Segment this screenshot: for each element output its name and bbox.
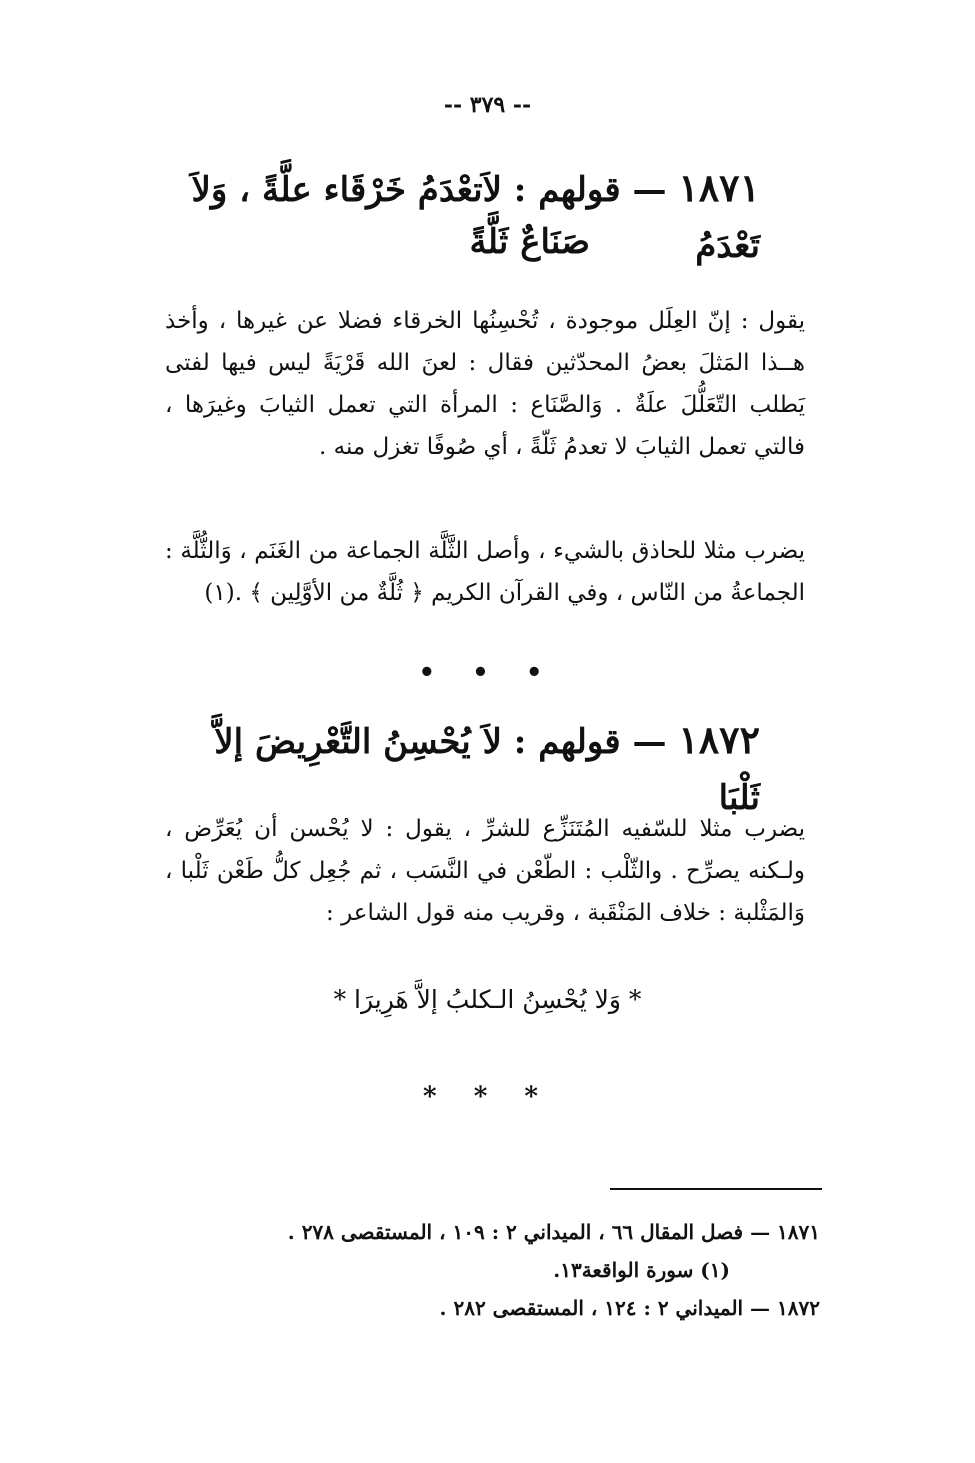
entry-number: ١٨٧٢ [678,717,760,762]
section-separator-stars: * * * [423,1082,552,1112]
footnote-1: (١) سورة الواقعة١٣. [553,1258,730,1282]
footnote-1872: ١٨٧٢ — الميداني ٢ : ١٢٤ ، المستقصى ٢٨٢ . [439,1296,820,1320]
entry-1871-heading-line2: صَنَاعٌ ثَلَّةً [469,222,590,262]
entry-number: ١٨٧١ [678,165,760,210]
entry-1871-paragraph-2: يضرب مثلا للحاذق بالشيء ، وأصل الثَّلَّة الجماعة من الغَنَم ، وَالثُّلَّة : الجماعةُ من النّاس ، وفي القرآن الكريم ﴿ ثُلَّةٌ من الأوَّلِين ﴾ .(١) [165,538,805,606]
section-separator-dots: • • • [418,658,557,688]
footnote-rule [610,1188,822,1190]
page-number: -- ٣٧٩ -- [443,92,532,118]
entry-heading-text: — قولهم : لاَ يُحْسِنُ التَّعْرِيضَ إلاَّ ثَلْبَا [214,722,760,818]
footnote-1871: ١٨٧١ — فصل المقال ٦٦ ، الميداني ٢ : ١٠٩ ، المستقصى ٢٧٨ . [287,1220,820,1244]
entry-1872-paragraph-1: يضرب مثلا للسّفيه المُتَنَزِّع للشرِّ ، يقول : لا يُحْسن أن يُعَرِّض ، ولـكنه يصرِّح . والثّلْب : الطّعْن في النَّسَب ، ثم جُعِل كلُّ طَعْن ثَلْبا ، وَالمَثْلبة : خلاف المَنْقَبة ، وقريب منه قول الشاعر : [165,816,805,926]
entry-1871-paragraph-1: يقول : إنّ العِلَل موجودة ، تُحْسِنُها الخرقاء فضلا عن غيرها ، وأخذ هــذا المَثلَ بعضُ المحدّثين فقال : لعنَ الله قَرْيَةً ليس فيها لفتى يَطلب التّعَلُّلَ علَةٌ . وَالصَّنَاع : المرأة التي تعمل الثيابَ وغيرَها ، فالتي تعمل الثيابَ لا تعدمُ ثَلّةً ، أي صُوفًا تغزل منه . [165,308,805,460]
poetry-verse: * وَلا يُحْسِنُ الـكلبُ إلاَّ هَرِيرَا * [333,985,642,1014]
entry-heading-text: — قولهم : لاَتعْدَمُ خَرْقَاء علَّةً ، وَلاَ تَعْدَمُ [191,170,760,266]
